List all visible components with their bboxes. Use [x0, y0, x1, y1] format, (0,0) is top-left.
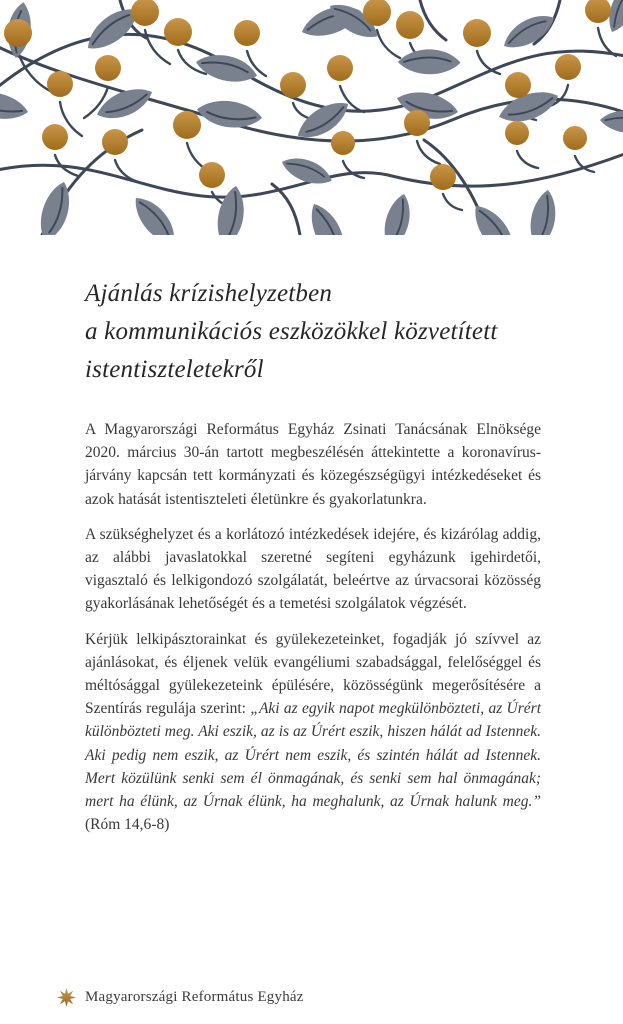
body-paragraph: A szükséghelyzet és a korlátozó intézkedések idejére, és kizárólag addig, az alábbi javaslatokkal szeretné segíteni egyházunk igehirdetői, vigasztaló és lelkigondozó szolgálatát, beleértve az úrvacsorai közösség gyakorlásának lehetőségét és a temetési szolgálatok végzését. [85, 525, 541, 613]
document-body [85, 418, 541, 848]
star-icon [57, 988, 76, 1007]
footer-logo [57, 988, 304, 1007]
body-paragraph [85, 628, 541, 837]
paragraph-text: Kérjük lelkipásztorainkat és gyülekezeteinket, fogadják jó szívvel az ajánlásokat, és éljenek velük evangéliumi szabadsággal, felelőséggel és méltósággal gyülekezeteink épülésére, közösségünk megerősítésére a Szentírás regulája szerint: [85, 630, 541, 718]
leaf-icon [0, 0, 623, 235]
body-paragraph: A Magyarországi Református Egyház Zsinati Tanácsának Elnöksége 2020. március 30-án tartott megbeszélésén áttekintette a koronavírus-járvány kapcsán tett kormányzati és közegészségügyi intézkedéseket és azok hatását istentiszteleti életünkre és gyakorlatunkra. [85, 421, 541, 508]
title-line: istentiszteletekről [85, 355, 264, 383]
header-floral-pattern [0, 0, 623, 235]
title-line: Ajánlás krízishelyzetben [85, 279, 333, 307]
title-line: a kommunikációs eszközökkel közvetített [85, 317, 498, 345]
document-title [85, 275, 498, 389]
scripture-quote: „Aki az egyik napot megkülönbözteti, az Úrért különbözteti meg. Aki eszik, az is az Úrért eszik, hiszen hálát ad Istennek. Aki pedig nem eszik, az Úrért nem eszik, és szintén hálát ad Istennek. Mert közülünk senki sem él önmagának, és senki sem hal önmagának; mert ha élünk, az Úrnak élünk, ha meghalunk, az Úrnak halunk meg.” [85, 700, 542, 811]
footer-organization-label: Magyarországi Református Egyház [85, 989, 304, 1005]
scripture-citation: (Róm 14,6-8) [85, 816, 170, 834]
